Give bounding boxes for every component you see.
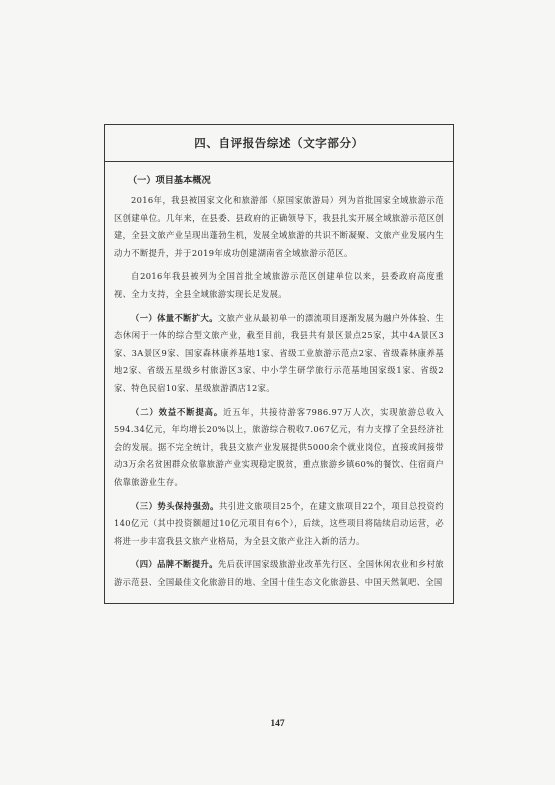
paragraph-6-lead: （四）品牌不断提升。 bbox=[131, 559, 218, 570]
paragraph-5 bbox=[114, 498, 444, 551]
paragraph-5-text: 共引进文旅项目25个，在建文旅项目22个，项目总投资约140亿元（其中投资额超过10亿元项目有6个），后续，这些项目将陆续启动运营，必将进一步丰富我县文旅产业格局，为全县文旅产业注入新的活力。 bbox=[114, 500, 444, 546]
paragraph-4-text: 近五年，共接待游客7986.97万人次，实现旅游总收入594.34亿元，年均增长20%以上，旅游综合税收7.067亿元，有力支撑了全县经济社会的发展。据不完全统计，我县文旅产业发展提供5000余个就业岗位，直接或间接带动3万余名贫困群众依靠旅游产业实现稳定脱贫，重点旅游乡镇60%的餐饮、住宿商户依靠旅游业生存。 bbox=[114, 406, 444, 487]
paragraph-6-text: 先后获评国家级旅游业改革先行区、全国休闲农业和乡村旅游示范县、全国最佳文化旅游目的地、全国十佳生态文化旅游县、中国天然氧吧、全国 bbox=[114, 559, 444, 587]
paragraph-5-lead: （三）势头保持强劲。 bbox=[131, 500, 219, 511]
paragraph-6 bbox=[114, 556, 444, 591]
paragraph-3-text: 文旅产业从最初单一的漂流项目逐渐发展为融户外体验、生态休闲于一体的综合型文旅产业，截至目前，我县共有景区景点25家，其中4A景区3家、3A景区9家、国家森林康养基地1家、省级工业旅游示范点2家、省级森林康养基地2家、省级五星级乡村旅游区3家、中小学生研学旅行示范基地国家级1家、省级2家、特色民宿10家、星级旅游酒店12家。 bbox=[114, 312, 444, 393]
report-frame bbox=[104, 124, 454, 604]
paragraph-3 bbox=[114, 310, 444, 398]
paragraph-2 bbox=[114, 268, 444, 303]
paragraph-1-text: 2016年，我县被国家文化和旅游部（原国家旅游局）列为首批国家全域旅游示范区创建单位。几年来，在县委、县政府的正确领导下，我县扎实开展全域旅游示范区创建，全县文旅产业呈现出蓬勃生机，发展全域旅游的共识不断凝聚、文旅产业发展内生动力不断提升，并于2019年成功创建湖南省全域旅游示范区。 bbox=[114, 195, 444, 258]
paragraph-1 bbox=[114, 192, 444, 262]
paragraph-4-lead: （二）效益不断提高。 bbox=[131, 406, 224, 417]
paragraph-3-lead: （一）体量不断扩大。 bbox=[131, 312, 218, 323]
report-body bbox=[114, 172, 444, 597]
subsection-title: （一）项目基本概况 bbox=[128, 175, 211, 186]
paragraph-2-text: 自2016年我县被列为全国首批全域旅游示范区创建单位以来，县委政府高度重视、全力支持，全县全域旅游实现长足发展。 bbox=[114, 271, 444, 299]
paragraph-4 bbox=[114, 404, 444, 492]
section-title: 四、自评报告综述（文字部分） bbox=[194, 136, 364, 150]
section-heading-row bbox=[105, 125, 453, 162]
page-number: 147 bbox=[270, 719, 285, 729]
